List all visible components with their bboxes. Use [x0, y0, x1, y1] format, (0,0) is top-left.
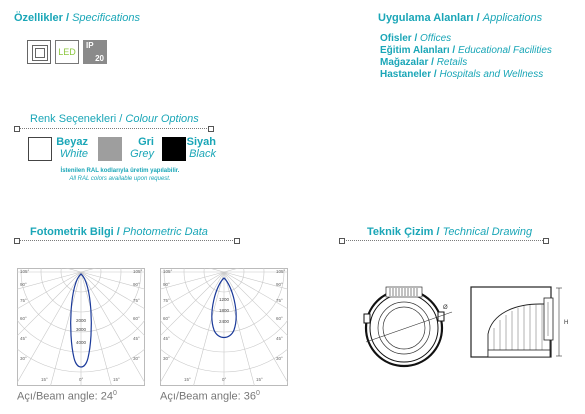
- angle-label: 0°: [79, 377, 84, 382]
- intensity-value: 3000: [75, 327, 87, 332]
- angle-label: 105°: [276, 269, 286, 274]
- angle-label: 45°: [133, 336, 140, 341]
- led-label: LED: [58, 47, 76, 57]
- ral-note: İstenilen RAL kodlarıyla üretim yapılabilir. All RAL colors available upon request.: [60, 168, 180, 182]
- color-label-white: Beyaz White: [56, 136, 88, 160]
- angle-label: 15°: [113, 377, 120, 382]
- applications-list: [380, 33, 552, 81]
- side-view-drawing: [468, 284, 580, 364]
- angle-label: 60°: [163, 316, 170, 321]
- angle-label: 15°: [41, 377, 48, 382]
- intensity-value: 4000: [75, 340, 87, 345]
- applications-heading: Uygulama Alanları / Applications: [378, 12, 543, 24]
- intensity-value: 2400: [218, 319, 230, 324]
- color-swatch-white: [28, 137, 52, 161]
- color-label-grey: Gri Grey: [130, 136, 154, 160]
- rule-endpoint: [208, 126, 214, 132]
- angle-label: 90°: [20, 282, 27, 287]
- polar-chart-1: [17, 268, 145, 386]
- rule-endpoint: [339, 238, 345, 244]
- beam-angle-label-2: Açı/Beam angle: $36^0$: [160, 390, 260, 403]
- photometric-rule: [18, 240, 237, 241]
- intensity-value: 2000: [75, 318, 87, 323]
- technical-drawing-heading: Teknik Çizim / Technical Drawing: [367, 226, 533, 238]
- angle-label: 75°: [133, 298, 140, 303]
- angle-label: 90°: [163, 282, 170, 287]
- technical-rule: [343, 240, 545, 241]
- angle-label: 45°: [163, 336, 170, 341]
- angle-label: 30°: [163, 356, 170, 361]
- intensity-value: 1200: [218, 297, 230, 302]
- angle-label: 90°: [133, 282, 140, 287]
- application-item: Hastaneler / Hospitals and Wellness: [380, 69, 544, 80]
- rule-endpoint: [14, 238, 20, 244]
- ip20-icon: [83, 40, 107, 64]
- angle-label: 90°: [276, 282, 283, 287]
- angle-label: 105°: [163, 269, 173, 274]
- application-item: Mağazalar / Retails: [380, 57, 468, 68]
- specifications-heading: Özellikler / Specifications: [14, 12, 140, 24]
- angle-label: 75°: [20, 298, 27, 303]
- polar-chart-2: [160, 268, 288, 386]
- double-square-icon: [27, 40, 51, 64]
- angle-label: 15°: [184, 377, 191, 382]
- angle-label: 30°: [133, 356, 140, 361]
- ip-value: 20: [95, 54, 104, 63]
- rule-endpoint: [543, 238, 549, 244]
- angle-label: 60°: [133, 316, 140, 321]
- application-item: Eğitim Alanları / Educational Facilities: [380, 45, 552, 56]
- height-label: H: [564, 320, 569, 326]
- led-icon: [55, 40, 79, 64]
- angle-label: 60°: [276, 316, 283, 321]
- beam-angle-label-1: Açı/Beam angle: $24^0$: [17, 390, 117, 403]
- intensity-value: 1800: [218, 308, 230, 313]
- angle-label: 30°: [20, 356, 27, 361]
- colour-options-rule: [18, 128, 211, 129]
- angle-label: 30°: [276, 356, 283, 361]
- angle-label: 45°: [20, 336, 27, 341]
- angle-label: 75°: [276, 298, 283, 303]
- photometric-heading: Fotometrik Bilgi / Photometric Data: [30, 226, 208, 238]
- top-view-drawing: [360, 284, 460, 368]
- rule-endpoint: [14, 126, 20, 132]
- color-swatch-black: [162, 137, 186, 161]
- angle-label: 15°: [256, 377, 263, 382]
- angle-label: 0°: [222, 377, 227, 382]
- angle-label: 60°: [20, 316, 27, 321]
- color-swatch-grey: [98, 137, 122, 161]
- ip-label: IP: [86, 41, 94, 50]
- angle-label: 105°: [133, 269, 143, 274]
- colour-options-heading: Renk Seçenekleri / Colour Options: [30, 113, 199, 125]
- rule-endpoint: [234, 238, 240, 244]
- angle-label: 105°: [20, 269, 30, 274]
- angle-label: 75°: [163, 298, 170, 303]
- diameter-label: Ø: [443, 305, 448, 311]
- application-item: Ofisler / Offices: [380, 33, 452, 44]
- color-label-black: Siyah Black: [186, 136, 216, 160]
- angle-label: 45°: [276, 336, 283, 341]
